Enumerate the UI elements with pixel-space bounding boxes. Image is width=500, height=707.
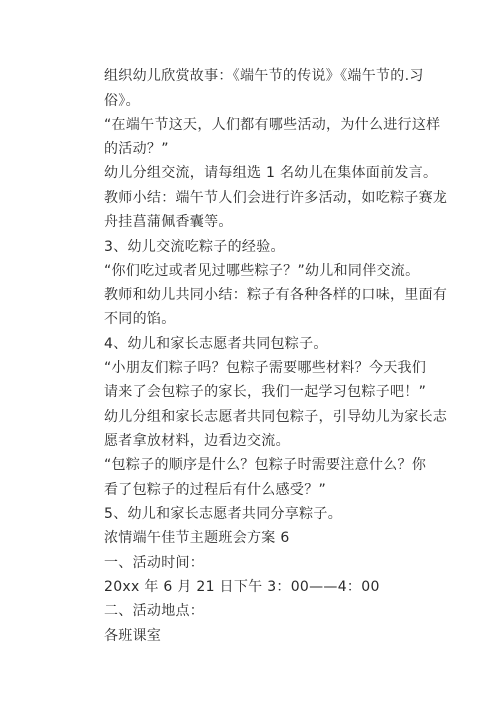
paragraph-line: “包粽子的顺序是什么？包粽子时需要注意什么？你: [104, 457, 427, 473]
section-heading: 一、活动时间：: [104, 555, 205, 571]
paragraph-line: 20xx 年 6 月 21 日下午 3：00——4：00: [104, 579, 380, 595]
paragraph-line: 请来了会包粽子的家长，我们一起学习包粽子吧！”: [104, 384, 427, 400]
paragraph-line: 愿者拿放材料，边看边交流。: [104, 433, 290, 449]
section-heading: 二、活动地点：: [104, 603, 205, 619]
section-heading: 3、幼儿交流吃粽子的经验。: [104, 239, 285, 255]
paragraph-line: 幼儿分组交流，请每组选 1 名幼儿在集体面前发言。: [104, 165, 438, 181]
paragraph-line: “你们吃过或者见过哪些粽子？”幼儿和同伴交流。: [104, 263, 420, 279]
section-heading: 4、幼儿和家长志愿者共同包粽子。: [104, 336, 328, 352]
section-heading: 5、幼儿和家长志愿者共同分享粽子。: [104, 506, 343, 522]
paragraph-line: 教师小结：端午节人们会进行许多活动，如吃粽子赛龙: [104, 190, 448, 206]
paragraph-line: 各班课室: [104, 628, 162, 644]
paragraph-line: 教师和幼儿共同小结：粽子有各种各样的口味，里面有: [104, 287, 448, 303]
paragraph-line: 舟挂菖蒲佩香囊等。: [104, 214, 233, 230]
paragraph-line: 不同的馅。: [104, 311, 176, 327]
paragraph-line: 幼儿分组和家长志愿者共同包粽子，引导幼儿为家长志: [104, 409, 448, 425]
paragraph-line: “在端午节这天，人们都有哪些活动，为什么进行这样: [104, 117, 441, 133]
paragraph-line: 俗》。: [104, 93, 140, 109]
paragraph-line: “小朋友们粽子吗？包粽子需要哪些材料？今天我们: [104, 360, 427, 376]
paragraph-line: 看了包粽子的过程后有什么感受？”: [104, 482, 327, 498]
paragraph-line: 组织幼儿欣赏故事：《端午节的传说》《端午节的.习: [104, 68, 424, 84]
plan-title: 浓情端午佳节主题班会方案 6: [104, 530, 290, 546]
paragraph-line: 的活动？”: [104, 141, 169, 157]
